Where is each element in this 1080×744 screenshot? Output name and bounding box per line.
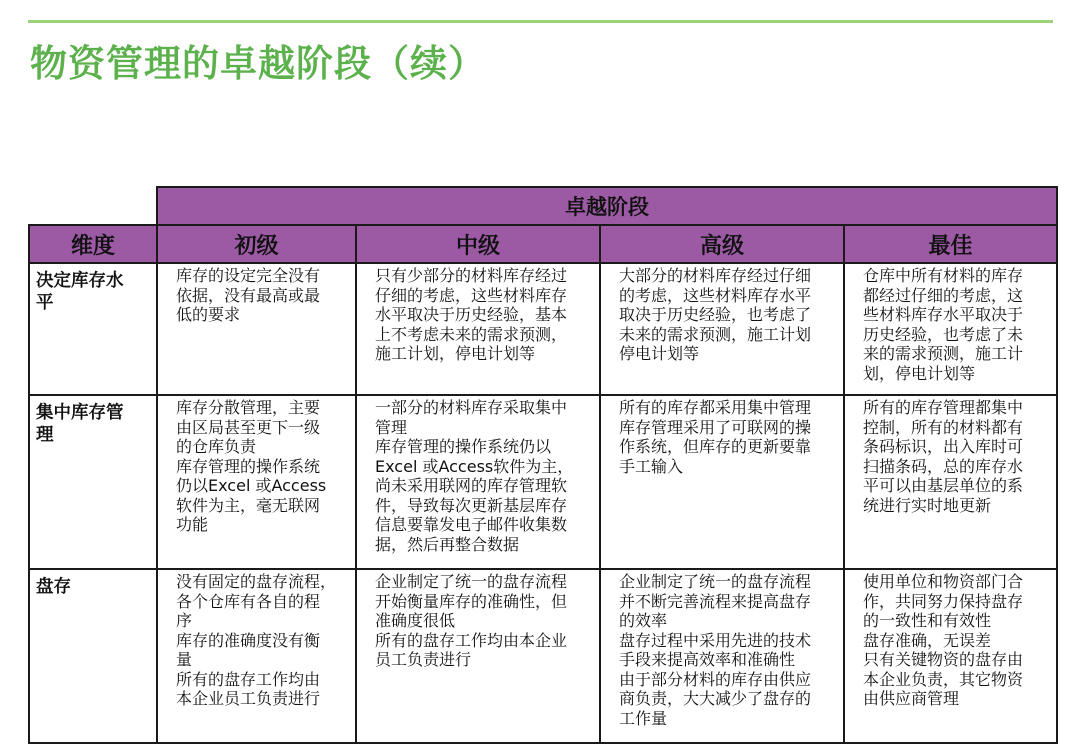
table-cell (600, 395, 844, 569)
cell-line: 量 (176, 650, 193, 669)
cell-line: 些材料库存水平取决于 (863, 305, 1024, 324)
dimension-line: 平 (36, 293, 54, 313)
cell-line: 来的需求预测，施工计 (863, 344, 1024, 363)
cell-line: 的一致性和有效性 (863, 611, 992, 630)
cell-line: 由供应商管理 (863, 689, 960, 708)
cell-line: 统进行实时地更新 (863, 495, 992, 515)
dimension-cell (29, 395, 157, 569)
cell-line: 库存的设定完全没有 (176, 266, 321, 285)
cell-line: 停电计划等 (619, 344, 700, 363)
dimension-line: 集中库存管 (36, 403, 124, 423)
cell-line: 的考虑，这些材料库存水平 (619, 285, 812, 305)
column-header-basic: 初级 (157, 225, 356, 263)
cell-line: 只有关键物资的盘存由 (863, 650, 1024, 669)
cell-line: 并不断完善流程来提高盘存 (619, 591, 812, 611)
cell-line: 手段来提高效率和准确性 (619, 650, 796, 669)
table-cell (844, 569, 1057, 743)
cell-line: 的仓库负责 (176, 437, 257, 456)
table-cell (356, 263, 600, 395)
cell-line: 库存分散管理，主要 (176, 398, 321, 417)
cell-line: 库存管理的操作系统 (176, 456, 321, 476)
dimension-line: 理 (36, 425, 54, 445)
cell-line: 仓库中所有材料的库存 (863, 266, 1024, 285)
table-row (29, 395, 1057, 569)
table-cell (844, 395, 1057, 569)
cell-line: 本企业负责，其它物资 (863, 669, 1024, 689)
column-header-intermediate: 中级 (356, 225, 600, 263)
table-cell (600, 569, 844, 743)
cell-line: 企业制定了统一的盘存流程 (619, 572, 812, 591)
cell-line: 没有固定的盘存流程， (176, 572, 337, 591)
blank-corner-cell (29, 187, 157, 225)
cell-line: 所有的库存管理都集中 (863, 398, 1024, 417)
cell-line: 划，停电计划等 (863, 363, 976, 383)
cell-line: 软件为主，毫无联网 (176, 495, 321, 515)
cell-line: 条码标识，出入库时可 (863, 437, 1024, 456)
table-row (29, 263, 1057, 395)
top-divider (28, 20, 1053, 23)
cell-line: 管理 (375, 417, 408, 437)
cell-line: 准确度很低 (375, 611, 456, 630)
cell-line: 扫描条码，总的库存水 (863, 456, 1024, 476)
cell-line: 盘存准确，无误差 (863, 630, 992, 650)
cell-line: 件，导致每次更新基层库存 (375, 495, 568, 515)
cell-line: 平可以由基层单位的系 (863, 476, 1024, 495)
table-cell (356, 395, 600, 569)
dimension-line: 决定库存水 (36, 271, 124, 291)
column-header-advanced: 高级 (600, 225, 844, 263)
cell-line: 历史经验，也考虑了未 (863, 324, 1024, 344)
cell-line: Excel 或Access软件为主， (375, 456, 574, 476)
cell-line: 本企业员工负责进行 (176, 689, 321, 708)
dimension-cell (29, 569, 157, 743)
cell-line: 各个仓库有各自的程 (176, 591, 321, 611)
cell-line: 作，共同努力保持盘存 (863, 591, 1024, 611)
cell-line: 所有的盘存工作均由 (176, 669, 321, 689)
cell-line: 由于部分材料的库存由供应 (619, 669, 812, 689)
cell-line: 库存管理采用了可联网的操 (619, 417, 812, 437)
cell-line: 库存的准确度没有衡 (176, 630, 321, 650)
table-cell (157, 263, 356, 395)
cell-line: 都经过仔细的考虑，这 (863, 285, 1024, 305)
column-header-dimension: 维度 (29, 225, 157, 263)
cell-line: 序 (176, 611, 193, 630)
cell-line: 控制，所有的材料都有 (863, 417, 1024, 437)
table-cell (157, 569, 356, 743)
cell-line: 信息要靠发电子邮件收集数 (375, 515, 568, 534)
cell-line: 由区局甚至更下一级 (176, 417, 321, 437)
cell-line: 仔细的考虑，这些材料库存 (375, 285, 568, 305)
cell-line: 作系统，但库存的更新要靠 (619, 437, 812, 456)
cell-line: 所有的盘存工作均由本企业 (375, 630, 568, 650)
cell-line: 商负责，大大减少了盘存的 (619, 689, 812, 708)
cell-line: 功能 (176, 515, 209, 534)
maturity-table (28, 186, 1058, 744)
cell-line: 工作量 (619, 708, 668, 728)
table-cell (157, 395, 356, 569)
cell-line: 水平取决于历史经验，基本 (375, 305, 568, 324)
table-cell (600, 263, 844, 395)
dimension-line: 盘存 (36, 577, 71, 597)
cell-line: 低的要求 (176, 305, 241, 324)
cell-line: 所有的库存都采用集中管理 (619, 398, 812, 417)
cell-line: 依据，没有最高或最 (176, 285, 321, 305)
cell-line: 库存管理的操作系统仍以 (375, 437, 552, 456)
cell-line: 的效率 (619, 611, 668, 630)
cell-line: 开始衡量库存的准确性，但 (375, 591, 568, 611)
cell-line: 取决于历史经验，也考虑了 (619, 305, 812, 324)
column-header-best: 最佳 (844, 225, 1057, 263)
cell-line: 只有少部分的材料库存经过 (375, 266, 568, 285)
cell-line: 未来的需求预测，施工计划 (619, 324, 812, 344)
cell-line: 尚未采用联网的库存管理软 (375, 476, 568, 495)
cell-line: 上不考虑未来的需求预测， (375, 324, 568, 344)
table-cell (356, 569, 600, 743)
cell-line: 据，然后再整合数据 (375, 534, 520, 554)
cell-line: 一部分的材料库存采取集中 (375, 398, 568, 417)
cell-line: 盘存过程中采用先进的技术 (619, 630, 812, 650)
table-cell (844, 263, 1057, 395)
stage-header: 卓越阶段 (157, 187, 1057, 225)
cell-line: 使用单位和物资部门合 (863, 572, 1024, 591)
cell-line: 手工输入 (619, 456, 684, 476)
table-row (29, 569, 1057, 743)
cell-line: 仍以Excel 或Access (176, 476, 327, 495)
cell-line: 企业制定了统一的盘存流程 (375, 572, 568, 591)
cell-line: 施工计划，停电计划等 (375, 344, 536, 363)
cell-line: 大部分的材料库存经过仔细 (619, 266, 812, 285)
page-title: 物资管理的卓越阶段（续） (30, 42, 486, 85)
dimension-cell (29, 263, 157, 395)
cell-line: 员工负责进行 (375, 650, 472, 669)
